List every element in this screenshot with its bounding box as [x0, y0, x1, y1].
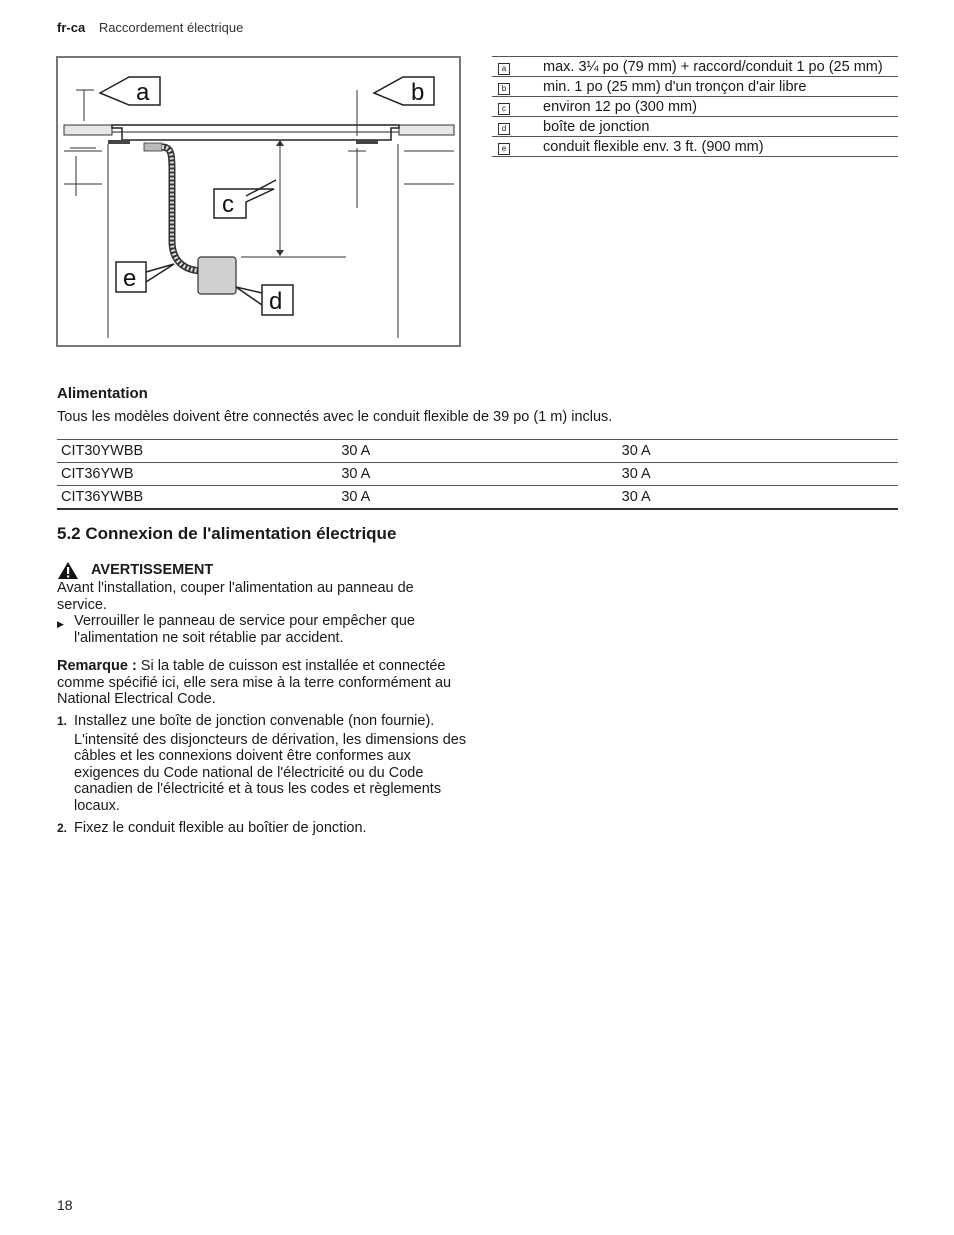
legend-text: environ 12 po (300 mm)	[543, 97, 898, 117]
legend-key: b	[498, 83, 510, 95]
legend-row	[492, 117, 898, 137]
legend-text: min. 1 po (25 mm) d'un tronçon d'air libre	[543, 77, 898, 97]
step-text: Installez une boîte de jonction convenable (non fournie).	[74, 713, 435, 729]
callout-e-label: e	[123, 265, 137, 292]
legend-key: c	[498, 103, 510, 115]
installation-diagram	[56, 56, 461, 347]
note-label: Remarque :	[57, 658, 137, 674]
legend-text: conduit flexible env. 3 ft. (900 mm)	[543, 137, 898, 157]
steps-list	[57, 713, 467, 843]
legend-key: d	[498, 123, 510, 135]
page-number: 18	[57, 1197, 73, 1213]
language-code: fr-ca	[57, 20, 86, 35]
callout-b-label: b	[411, 79, 425, 106]
step-detail: L'intensité des disjoncteurs de dérivation, les dimensions des câbles et les connexions doivent être conformes aux exigences du Code national de l'électricité ou du Code canadien de l'électricité et à tous les codes et règlements locaux.	[74, 731, 467, 814]
table-row	[57, 440, 898, 463]
legend-row	[492, 57, 898, 77]
step-text: Fixez le conduit flexible au boîtier de jonction.	[74, 820, 367, 836]
warning-text: Avant l'installation, couper l'alimentation au panneau de service.	[57, 580, 414, 613]
amp-cell: 30 A	[337, 440, 617, 463]
legend-key: a	[498, 63, 510, 75]
step-number: 1.	[57, 714, 68, 728]
warning-bullet-text: Verrouiller le panneau de service pour empêcher que l'alimentation ne soit rétablie par accident.	[74, 613, 415, 646]
callout-c-label: c	[222, 191, 234, 218]
step-number: 2.	[57, 821, 68, 835]
callout-d-label: d	[269, 288, 283, 315]
amp-cell: 30 A	[618, 463, 898, 486]
amp-cell: 30 A	[337, 486, 617, 510]
alimentation-intro: Tous les modèles doivent être connectés avec le conduit flexible de 39 po (1 m) inclus.	[57, 409, 613, 425]
legend-row	[492, 137, 898, 157]
alimentation-heading: Alimentation	[57, 385, 148, 402]
triangle-bullet-icon: ▶	[57, 619, 64, 629]
legend-row	[492, 77, 898, 97]
legend-key: e	[498, 143, 510, 155]
warning-title	[57, 561, 467, 580]
warning-block	[57, 561, 467, 646]
table-row	[57, 486, 898, 510]
model-cell: CIT30YWBB	[57, 440, 337, 463]
model-cell: CIT36YWB	[57, 463, 337, 486]
section-name: Raccordement électrique	[98, 20, 244, 35]
list-item	[57, 713, 467, 816]
note-text: Si la table de cuisson est installée et connectée comme spécifié ici, elle sera mise à la terre conformément au National Electrical Code.	[57, 658, 452, 707]
callout-a-label: a	[136, 79, 150, 106]
page-header	[57, 20, 243, 35]
legend-row	[492, 97, 898, 117]
warning-icon	[57, 561, 79, 580]
amp-cell: 30 A	[337, 463, 617, 486]
table-row	[57, 463, 898, 486]
models-table	[57, 439, 898, 510]
warning-label: AVERTISSEMENT	[91, 562, 214, 579]
legend-table	[492, 56, 898, 157]
amp-cell: 30 A	[618, 486, 898, 510]
legend-text: boîte de jonction	[543, 117, 898, 137]
note-paragraph	[57, 658, 467, 708]
model-cell: CIT36YWBB	[57, 486, 337, 510]
section-heading: 5.2 Connexion de l'alimentation électrique	[57, 524, 397, 543]
warning-bullet	[57, 613, 467, 646]
list-item	[57, 820, 467, 839]
amp-cell: 30 A	[618, 440, 898, 463]
legend-text: max. 3¼ po (79 mm) + raccord/conduit 1 po (25 mm)	[543, 57, 898, 77]
